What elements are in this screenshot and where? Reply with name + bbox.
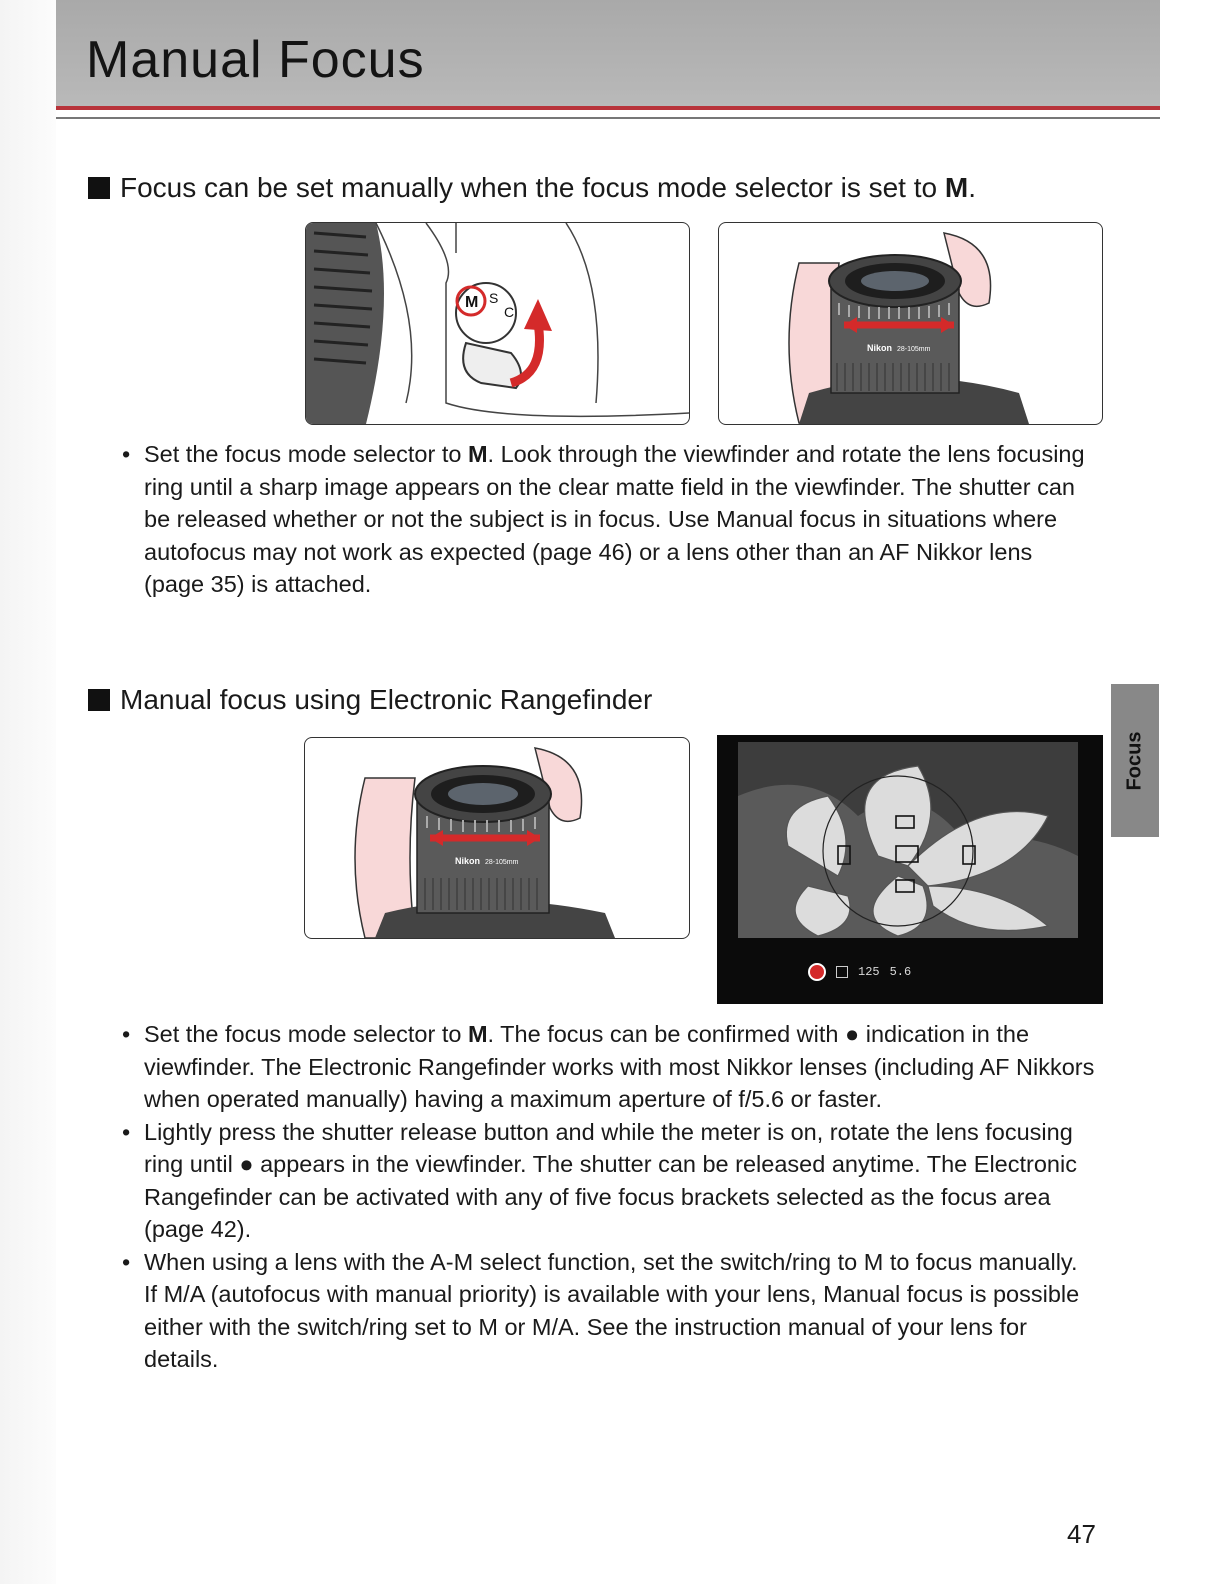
viewfinder-illustration [717,735,1103,1004]
section2-bullets [122,1018,1097,1376]
dial-label-m: M [465,294,479,311]
metering-mode-icon [836,966,848,978]
page-edge-shadow [0,0,56,1584]
bullet-item: • Lightly press the shutter release button and while the meter is on, rotate the lens focusing ring until ● appears in the viewfinder. The shutter can be released anytime. The Electronic Rangefinder can be activated with any of five focus brackets selected as the focus area (page 42). [122,1116,1097,1246]
focus-mode-selector-illustration [305,222,690,425]
section-heading-text: Manual focus using Electronic Rangefinder [120,684,653,715]
dial-label-s: S [489,290,499,306]
square-bullet-icon [88,177,110,199]
lens-icon [305,738,689,938]
page-number: 47 [1067,1519,1096,1549]
header-rule-grey [56,117,1160,119]
dial-label-c: C [504,304,515,320]
viewfinder-readout [718,941,1102,1003]
bullet-item: • When using a lens with the A-M select function, set the switch/ring to M to focus manually. If M/A (autofocus with manual priority) is available with your lens, Manual focus is possible either with the switch/ring set to M or M/A. See the instruction manual of your lens for details. [122,1246,1097,1376]
section1-paragraph [122,438,1097,601]
lens-focus-ring-illustration [718,222,1103,425]
section-side-tab [1111,684,1159,837]
section-heading-manual-focus [88,172,976,204]
bullet-item: • Set the focus mode selector to M. Look through the viewfinder and rotate the lens focusing ring until a sharp image appears on the clear matte field in the viewfinder. The shutter can be released whether or not the subject is in focus. Use Manual focus in situations where autofocus may not work as expected (page 46) or a lens other than an AF Nikkor lens (page 35) is attached. [122,438,1097,601]
lens-brand-label: Nikon [455,856,481,866]
bullet-item: • Set the focus mode selector to M. The focus can be confirmed with ● indication in the viewfinder. The Electronic Rangefinder works with most Nikkor lenses (including AF Nikkors when operated manually) having a maximum aperture of f/5.6 or faster. [122,1018,1097,1116]
lens-focal-label: 28-105mm [485,859,519,866]
viewfinder-aperture: 5.6 [889,965,912,979]
lens-rotation-illustration [304,737,690,939]
section-heading-electronic-rangefinder [88,684,652,716]
camera-body-icon [306,223,689,424]
square-bullet-icon [88,689,110,711]
section-heading-text: Focus can be set manually when the focus mode selector is set to M. [120,172,976,203]
side-tab-label: Focus [1123,731,1146,790]
header-rule-red [56,106,1160,110]
page-title: Manual Focus [86,31,425,89]
viewfinder-shutter-speed: 125 [858,965,880,979]
in-focus-indicator-icon [808,963,826,981]
lens-icon [719,223,1102,424]
lens-brand-label: Nikon [867,343,893,353]
lens-focal-label: 28-105mm [897,346,931,353]
